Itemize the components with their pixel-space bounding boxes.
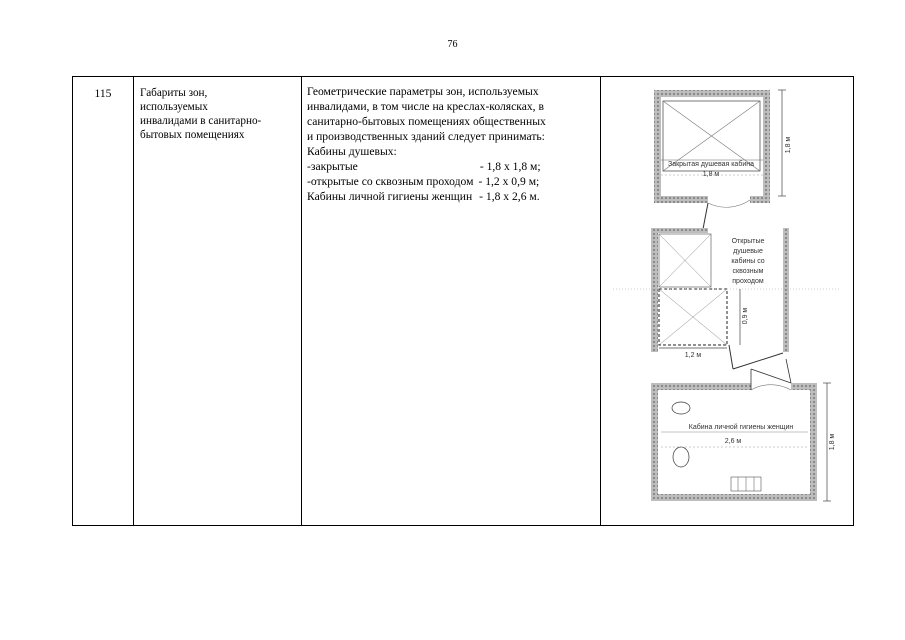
text-line: и производственных зданий следует принимать: [307, 130, 545, 143]
plan2-caption-line: душевые [733, 248, 763, 255]
plan-closed-shower [654, 90, 792, 229]
spec-closed-shower [307, 159, 595, 174]
plan3-width-label: 2,6 м [724, 438, 742, 445]
title-line: используемых [140, 101, 208, 113]
table-row [73, 77, 854, 526]
spec-label: -закрытые [307, 160, 358, 173]
spec-value: - 1,2 х 0,9 м; [478, 175, 540, 188]
spec-hygiene-cabin [307, 189, 595, 204]
spec-value: - 1,8 х 2,6 м. [479, 190, 540, 203]
plan-hygiene-cabin [651, 359, 836, 501]
plan1-caption: Закрытая душевая кабина [667, 161, 755, 168]
text-line: санитарно-бытовых помещениях общественных [307, 115, 546, 128]
floor-plans-figure [601, 77, 874, 525]
title-line: Габариты зон, [140, 87, 208, 99]
row-figure [601, 77, 854, 526]
spec-open-shower [307, 174, 595, 189]
spec-label: -открытые со сквозным проходом [307, 175, 474, 188]
text-line: инвалидами, в том числе на креслах-колясках, в [307, 100, 544, 113]
norms-table [72, 76, 854, 526]
plan2-caption-line: кабины со [731, 258, 765, 265]
plan3-depth-label: 1,8 м [829, 433, 836, 451]
plan3-caption: Кабина личной гигиены женщин [688, 424, 794, 431]
title-line: инвалидами в санитарно- [140, 115, 262, 127]
spec-label: Кабины личной гигиены женщин [307, 190, 473, 203]
plan1-width-label: 1,8 м [702, 171, 720, 178]
plan2-caption-line: проходом [732, 278, 764, 285]
text-line: Кабины душевых: [307, 145, 397, 158]
plan2-caption-line: Открытые [731, 238, 765, 245]
plan2-width-label: 1,2 м [684, 352, 702, 359]
page-number: 76 [447, 39, 458, 50]
plan2-depth-label: 0,9 м [742, 307, 749, 325]
spec-value: - 1,8 х 1,8 м; [479, 160, 541, 173]
plan-open-shower [613, 228, 839, 369]
row-requirements [302, 77, 601, 526]
title-line: бытовых помещениях [140, 129, 245, 141]
row-number: 115 [73, 77, 134, 526]
row-title [134, 77, 302, 526]
plan1-depth-label: 1,8 м [785, 136, 792, 154]
plan2-caption-line: сквозным [732, 268, 764, 275]
text-line: Геометрические параметры зон, используемых [307, 85, 539, 98]
